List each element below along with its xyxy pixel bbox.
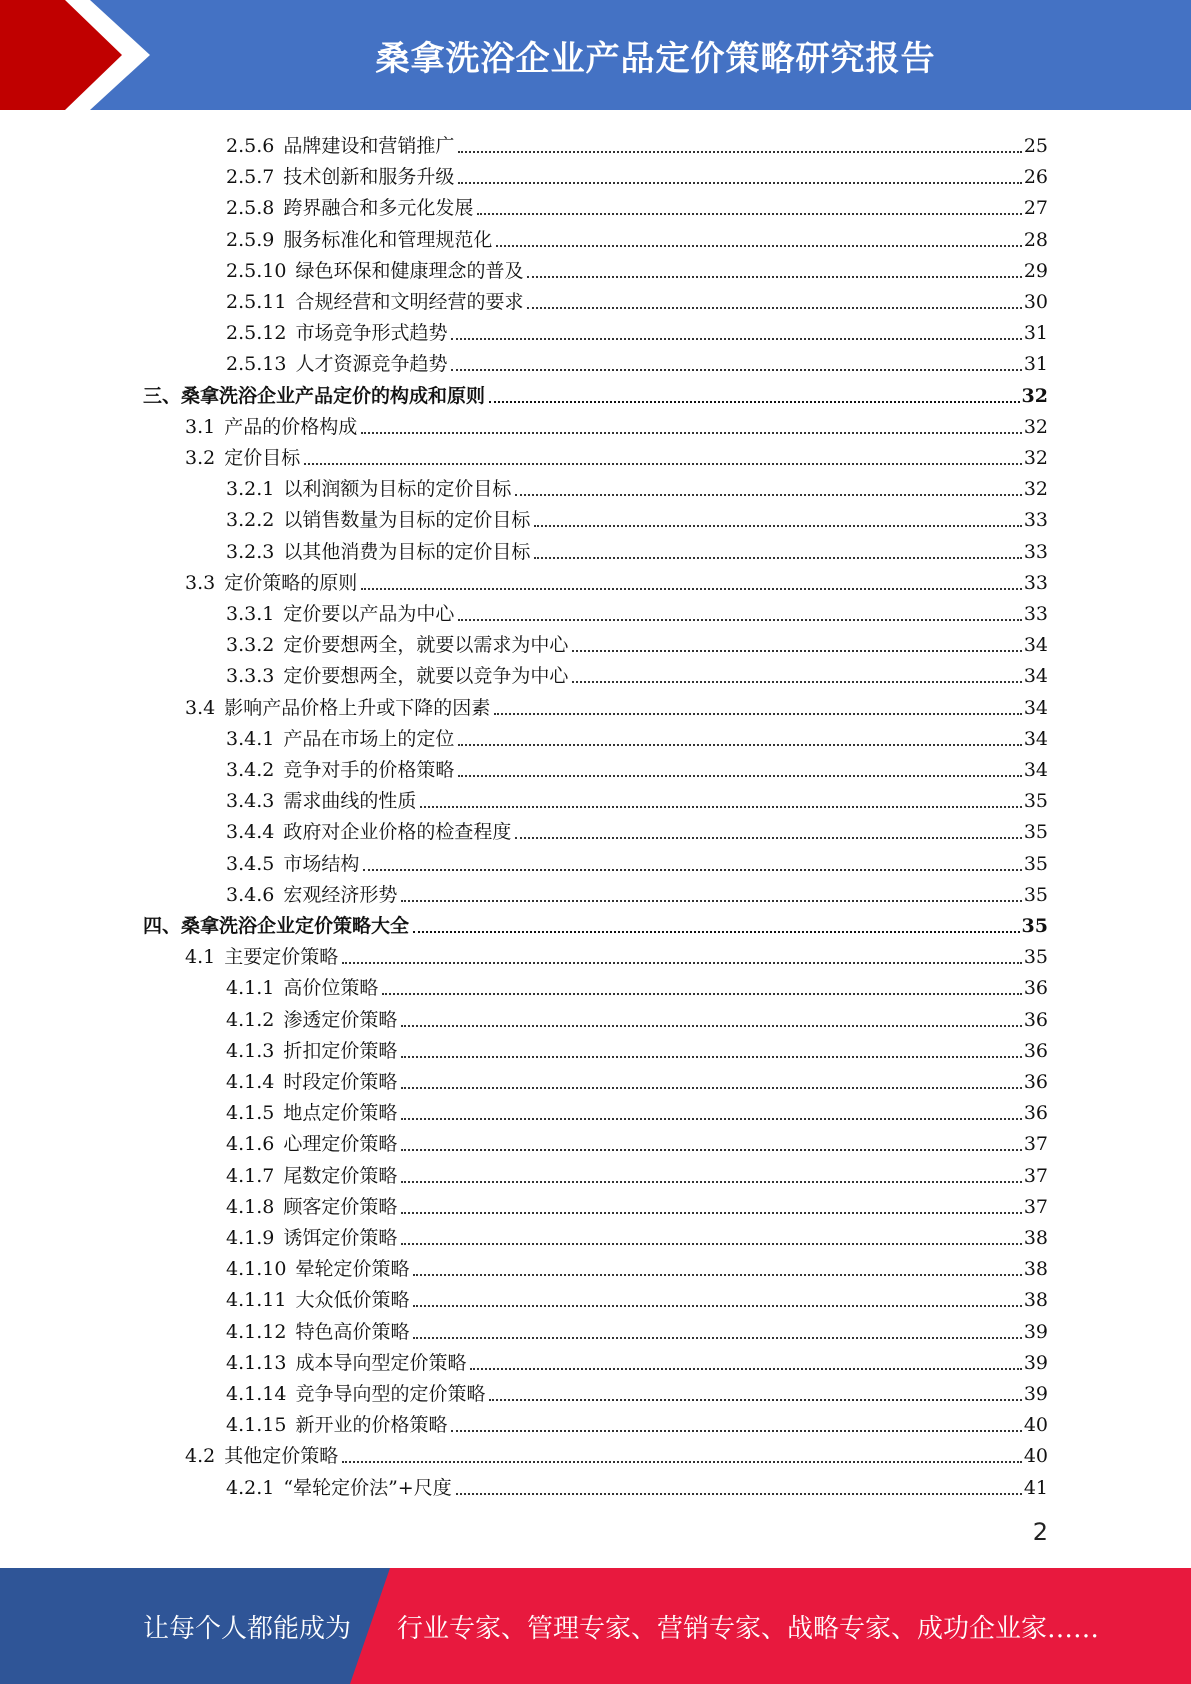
toc-entry-number: 4.1.14 xyxy=(226,1383,287,1405)
toc-entry-number: 4.1.8 xyxy=(226,1195,275,1218)
toc-entry-title: 成本导向型定价策略 xyxy=(295,1351,467,1374)
toc-leader-dots xyxy=(534,517,1021,527)
toc-entry-page: 36 xyxy=(1023,1102,1048,1125)
toc-entry-page: 32 xyxy=(1023,478,1048,501)
toc-entry-number: 2.5.13 xyxy=(226,353,287,376)
footer-slogan-right: 行业专家、管理专家、营销专家、战略专家、成功企业家…… xyxy=(397,1613,1100,1644)
toc-entry-number: 3.3 xyxy=(185,571,216,594)
toc-entry-number: 3.4 xyxy=(185,696,216,719)
toc-leader-dots xyxy=(470,1360,1021,1370)
toc-entry-title: 产品在市场上的定位 xyxy=(283,727,455,750)
toc-entry-number: 3.4.3 xyxy=(226,790,275,813)
toc-entry-page: 35 xyxy=(1023,790,1048,813)
toc-entry-number: 4.1.4 xyxy=(226,1071,275,1093)
toc-entry-page: 35 xyxy=(1023,852,1048,875)
toc-entry-page: 38 xyxy=(1023,1227,1048,1249)
toc-entry[interactable] xyxy=(226,345,1048,376)
toc-entry-title: 诱饵定价策略 xyxy=(283,1227,398,1249)
toc-entry-title: 定价要以产品为中心 xyxy=(283,603,455,625)
footer-slogan-left: 让每个人都能成为 xyxy=(143,1613,352,1644)
toc-leader-dots xyxy=(342,1453,1022,1463)
toc-leader-dots xyxy=(363,861,1021,871)
toc-leader-dots xyxy=(401,892,1021,902)
toc-leader-dots xyxy=(489,1391,1021,1401)
toc-entry[interactable] xyxy=(185,408,1048,439)
toc-entry-page: 36 xyxy=(1023,1039,1048,1062)
toc-entry-number: 4.1.9 xyxy=(226,1227,275,1249)
toc-entry-number: 3.3.2 xyxy=(226,634,275,657)
toc-entry-title: 政府对企业价格的检查程度 xyxy=(283,821,512,844)
toc-entry[interactable] xyxy=(226,1157,1048,1188)
toc-entry-number: 3.4.5 xyxy=(226,852,275,875)
toc-entry-page: 39 xyxy=(1023,1320,1048,1343)
toc-entry[interactable] xyxy=(185,439,1048,470)
toc-leader-dots xyxy=(496,237,1021,247)
toc-entry-number: 4.1.3 xyxy=(226,1039,275,1062)
toc-leader-dots xyxy=(534,549,1021,559)
toc-entry-title: 渗透定价策略 xyxy=(283,1008,398,1031)
toc-entry-page: 34 xyxy=(1023,665,1048,688)
toc-entry-title: 人才资源竞争趋势 xyxy=(295,353,448,376)
toc-entry[interactable] xyxy=(226,1313,1048,1344)
toc-leader-dots xyxy=(572,642,1021,652)
toc-entry-page: 39 xyxy=(1023,1383,1048,1405)
toc-entry-page: 29 xyxy=(1023,259,1048,282)
toc-entry[interactable] xyxy=(143,377,1048,408)
toc-entry[interactable] xyxy=(226,1469,1048,1500)
toc-entry-number: 3.1 xyxy=(185,415,216,438)
toc-entry-number: 4.2.1 xyxy=(226,1476,275,1499)
toc-leader-dots xyxy=(401,1141,1021,1151)
toc-entry-title: 合规经营和文明经营的要求 xyxy=(295,291,524,313)
toc-leader-dots xyxy=(401,1235,1021,1245)
toc-entry-page: 31 xyxy=(1023,353,1048,376)
toc-entry-number: 2.5.12 xyxy=(226,322,287,345)
toc-entry[interactable] xyxy=(226,1375,1048,1406)
toc-entry-number: 3.3.1 xyxy=(226,603,275,625)
toc-leader-dots xyxy=(456,1485,1022,1495)
toc-entry[interactable] xyxy=(226,221,1048,252)
toc-entry-title: 跨界融合和多元化发展 xyxy=(283,197,474,220)
toc-entry-page: 32 xyxy=(1023,415,1048,438)
toc-entry-number: 3.2.2 xyxy=(226,509,275,532)
toc-entry-page: 40 xyxy=(1023,1414,1048,1437)
toc-entry[interactable] xyxy=(185,689,1048,720)
toc-leader-dots xyxy=(413,923,1020,933)
page-number: 2 xyxy=(1032,1518,1048,1546)
toc-entry-number: 4.1.1 xyxy=(226,977,275,1000)
toc-leader-dots xyxy=(494,705,1022,715)
toc-leader-dots xyxy=(413,1266,1021,1276)
toc-entry-title: 服务标准化和管理规范化 xyxy=(283,228,493,251)
toc-entry[interactable] xyxy=(226,657,1048,688)
toc-entry-title: 绿色环保和健康理念的普及 xyxy=(295,259,524,282)
toc-entry[interactable] xyxy=(226,1219,1048,1250)
toc-entry-title: 竞争导向型的定价策略 xyxy=(295,1383,486,1405)
toc-entry-page: 36 xyxy=(1023,1008,1048,1031)
toc-entry-number: 3.3.3 xyxy=(226,665,275,688)
toc-entry[interactable] xyxy=(226,782,1048,813)
toc-entry[interactable] xyxy=(185,564,1048,595)
toc-entry-page: 38 xyxy=(1023,1258,1048,1281)
toc-entry-number: 2.5.10 xyxy=(226,259,287,282)
toc-entry[interactable] xyxy=(226,720,1048,751)
toc-leader-dots xyxy=(361,580,1022,590)
toc-entry-number: 4.1.10 xyxy=(226,1258,287,1281)
header-arrow-decoration xyxy=(0,0,150,110)
toc-entry-page: 35 xyxy=(1021,915,1048,937)
toc-entry-page: 33 xyxy=(1023,571,1048,594)
toc-entry-title: 时段定价策略 xyxy=(283,1071,398,1093)
toc-entry-number: 3.2.3 xyxy=(226,540,275,563)
toc-entry-number: 4.2 xyxy=(185,1445,216,1468)
toc-entry[interactable] xyxy=(226,969,1048,1000)
toc-entry[interactable] xyxy=(226,876,1048,907)
toc-leader-dots xyxy=(451,1422,1021,1432)
toc-entry[interactable] xyxy=(226,1094,1048,1125)
toc-entry-number: 四、 xyxy=(143,915,182,937)
toc-entry-title: 桑拿洗浴企业产品定价的构成和原则 xyxy=(181,384,486,407)
toc-entry[interactable] xyxy=(226,626,1048,657)
toc-entry-page: 32 xyxy=(1021,384,1048,407)
toc-entry[interactable] xyxy=(226,283,1048,314)
toc-entry-number: 4.1.2 xyxy=(226,1008,275,1031)
toc-entry-page: 32 xyxy=(1023,447,1048,469)
toc-leader-dots xyxy=(477,205,1021,215)
toc-entry-title: 新开业的价格策略 xyxy=(295,1414,448,1437)
toc-entry-number: 4.1.12 xyxy=(226,1320,287,1343)
toc-entry-title: 品牌建设和营销推广 xyxy=(283,135,455,157)
toc-entry-page: 34 xyxy=(1023,727,1048,750)
toc-leader-dots xyxy=(458,736,1021,746)
toc-entry[interactable] xyxy=(143,907,1048,938)
toc-entry[interactable] xyxy=(226,158,1048,189)
toc-entry-title: 顾客定价策略 xyxy=(283,1195,398,1218)
toc-entry[interactable] xyxy=(226,1032,1048,1063)
toc-entry-title: 定价要想两全，就要以需求为中心 xyxy=(283,634,569,657)
toc-entry-number: 2.5.7 xyxy=(226,166,275,189)
toc-entry[interactable] xyxy=(226,1188,1048,1219)
toc-entry-number: 3.2.1 xyxy=(226,478,275,501)
toc-entry-title: 折扣定价策略 xyxy=(283,1039,398,1062)
toc-entry[interactable] xyxy=(226,127,1048,158)
toc-leader-dots xyxy=(515,486,1021,496)
toc-leader-dots xyxy=(458,174,1021,184)
toc-entry[interactable] xyxy=(226,845,1048,876)
toc-leader-dots xyxy=(342,954,1022,964)
toc-entry-page: 37 xyxy=(1023,1195,1048,1218)
toc-entry[interactable] xyxy=(226,314,1048,345)
toc-entry-number: 2.5.11 xyxy=(226,291,287,313)
toc-entry-title: 市场结构 xyxy=(283,852,360,875)
toc-entry-page: 33 xyxy=(1023,540,1048,563)
toc-leader-dots xyxy=(458,143,1021,153)
toc-entry-number: 4.1 xyxy=(185,946,216,969)
toc-entry-title: 宏观经济形势 xyxy=(283,883,398,906)
toc-entry[interactable] xyxy=(226,470,1048,501)
toc-entry-page: 33 xyxy=(1023,603,1048,625)
toc-entry-title: 以销售数量为目标的定价目标 xyxy=(283,509,531,532)
toc-leader-dots xyxy=(413,1329,1021,1339)
document-title: 桑拿洗浴企业产品定价策略研究报告 xyxy=(375,38,936,79)
toc-entry[interactable] xyxy=(226,1344,1048,1375)
toc-entry[interactable] xyxy=(226,595,1048,626)
toc-leader-dots xyxy=(420,798,1021,808)
toc-entry[interactable] xyxy=(226,252,1048,283)
toc-leader-dots xyxy=(527,299,1021,309)
toc-leader-dots xyxy=(401,1110,1021,1120)
toc-entry-page: 34 xyxy=(1023,634,1048,657)
toc-entry-title: 晕轮定价策略 xyxy=(295,1258,410,1281)
toc-entry-page: 27 xyxy=(1023,197,1048,220)
toc-entry-page: 34 xyxy=(1023,696,1048,719)
toc-entry-title: 主要定价策略 xyxy=(224,946,339,969)
toc-entry-title: 尾数定价策略 xyxy=(283,1164,398,1187)
toc-entry-title: 大众低价策略 xyxy=(295,1289,410,1312)
toc-entry-page: 37 xyxy=(1023,1164,1048,1187)
toc-entry-page: 36 xyxy=(1023,1071,1048,1093)
toc-entry-title: 心理定价策略 xyxy=(283,1133,398,1156)
toc-entry-title: 产品的价格构成 xyxy=(224,415,358,438)
toc-entry[interactable] xyxy=(226,501,1048,532)
toc-entry-title: 桑拿洗浴企业定价策略大全 xyxy=(181,915,410,937)
toc-leader-dots xyxy=(451,361,1021,371)
toc-entry-page: 40 xyxy=(1023,1445,1048,1468)
toc-entry-page: 38 xyxy=(1023,1289,1048,1312)
toc-leader-dots xyxy=(401,1048,1021,1058)
toc-entry[interactable] xyxy=(226,1125,1048,1156)
toc-entry-number: 4.1.13 xyxy=(226,1351,287,1374)
toc-entry-page: 37 xyxy=(1023,1133,1048,1156)
page-footer xyxy=(0,1568,1191,1684)
toc-entry[interactable] xyxy=(226,1281,1048,1312)
toc-entry-page: 33 xyxy=(1023,509,1048,532)
toc-entry-title: 以利润额为目标的定价目标 xyxy=(283,478,512,501)
toc-entry-page: 35 xyxy=(1023,883,1048,906)
toc-entry-number: 2.5.6 xyxy=(226,135,275,157)
toc-leader-dots xyxy=(413,1297,1021,1307)
toc-entry-title: 定价目标 xyxy=(224,447,301,469)
toc-entry-number: 2.5.8 xyxy=(226,197,275,220)
toc-entry[interactable] xyxy=(226,189,1048,220)
toc-entry-page: 30 xyxy=(1023,291,1048,313)
toc-entry-number: 4.1.11 xyxy=(226,1289,287,1312)
toc-entry-page: 41 xyxy=(1023,1476,1048,1499)
toc-entry-page: 36 xyxy=(1023,977,1048,1000)
toc-leader-dots xyxy=(361,424,1022,434)
toc-entry-title: 影响产品价格上升或下降的因素 xyxy=(224,696,491,719)
toc-entry-title: 竞争对手的价格策略 xyxy=(283,759,455,781)
toc-entry-number: 4.1.6 xyxy=(226,1133,275,1156)
toc-entry-title: 技术创新和服务升级 xyxy=(283,166,455,189)
toc-entry-title: 定价策略的原则 xyxy=(224,571,358,594)
toc-entry[interactable] xyxy=(226,1250,1048,1281)
toc-entry-title: 地点定价策略 xyxy=(283,1102,398,1125)
toc-entry-title: 其他定价策略 xyxy=(224,1445,339,1468)
toc-entry[interactable] xyxy=(226,533,1048,564)
toc-entry-number: 3.4.2 xyxy=(226,759,275,781)
toc-entry-page: 25 xyxy=(1023,135,1048,157)
toc-entry[interactable] xyxy=(226,1001,1048,1032)
toc-entry-title: “晕轮定价法”+尺度 xyxy=(283,1476,452,1499)
toc-entry-page: 35 xyxy=(1023,821,1048,844)
toc-entry-page: 28 xyxy=(1023,228,1048,251)
toc-entry-number: 3.2 xyxy=(185,447,216,469)
toc-entry[interactable] xyxy=(185,1437,1048,1468)
toc-entry[interactable] xyxy=(185,938,1048,969)
toc-entry-number: 4.1.5 xyxy=(226,1102,275,1125)
toc-entry-page: 31 xyxy=(1023,322,1048,345)
toc-entry-number: 三、 xyxy=(143,384,182,407)
toc-entry[interactable] xyxy=(226,813,1048,844)
toc-entry-page: 35 xyxy=(1023,946,1048,969)
toc-entry-title: 高价位策略 xyxy=(283,977,379,1000)
toc-entry-page: 34 xyxy=(1023,759,1048,781)
toc-entry-title: 以其他消费为目标的定价目标 xyxy=(283,540,531,563)
toc-leader-dots xyxy=(515,829,1021,839)
toc-leader-dots xyxy=(458,767,1021,777)
toc-leader-dots xyxy=(451,330,1021,340)
page-header xyxy=(0,0,1191,110)
toc-leader-dots xyxy=(572,673,1021,683)
toc-entry[interactable] xyxy=(226,1063,1048,1094)
toc-entry[interactable] xyxy=(226,1406,1048,1437)
toc-leader-dots xyxy=(401,1079,1021,1089)
toc-entry-title: 特色高价策略 xyxy=(295,1320,410,1343)
toc-entry-number: 4.1.7 xyxy=(226,1164,275,1187)
toc-entry-number: 3.4.4 xyxy=(226,821,275,844)
toc-entry-number: 3.4.6 xyxy=(226,883,275,906)
toc-leader-dots xyxy=(401,1173,1021,1183)
toc-entry-title: 需求曲线的性质 xyxy=(283,790,417,813)
toc-entry-title: 市场竞争形式趋势 xyxy=(295,322,448,345)
toc-entry[interactable] xyxy=(226,751,1048,782)
toc-leader-dots xyxy=(489,393,1020,403)
toc-entry-page: 26 xyxy=(1023,166,1048,189)
toc-leader-dots xyxy=(401,1017,1021,1027)
toc-leader-dots xyxy=(527,268,1021,278)
toc-leader-dots xyxy=(382,985,1021,995)
toc-entry-number: 2.5.9 xyxy=(226,228,275,251)
toc-entry-number: 4.1.15 xyxy=(226,1414,287,1437)
toc-leader-dots xyxy=(401,1204,1021,1214)
toc-leader-dots xyxy=(458,611,1021,621)
toc-entry-title: 定价要想两全，就要以竞争为中心 xyxy=(283,665,569,688)
toc-leader-dots xyxy=(304,455,1022,465)
toc-entry-page: 39 xyxy=(1023,1351,1048,1374)
toc-entry-number: 3.4.1 xyxy=(226,727,275,750)
